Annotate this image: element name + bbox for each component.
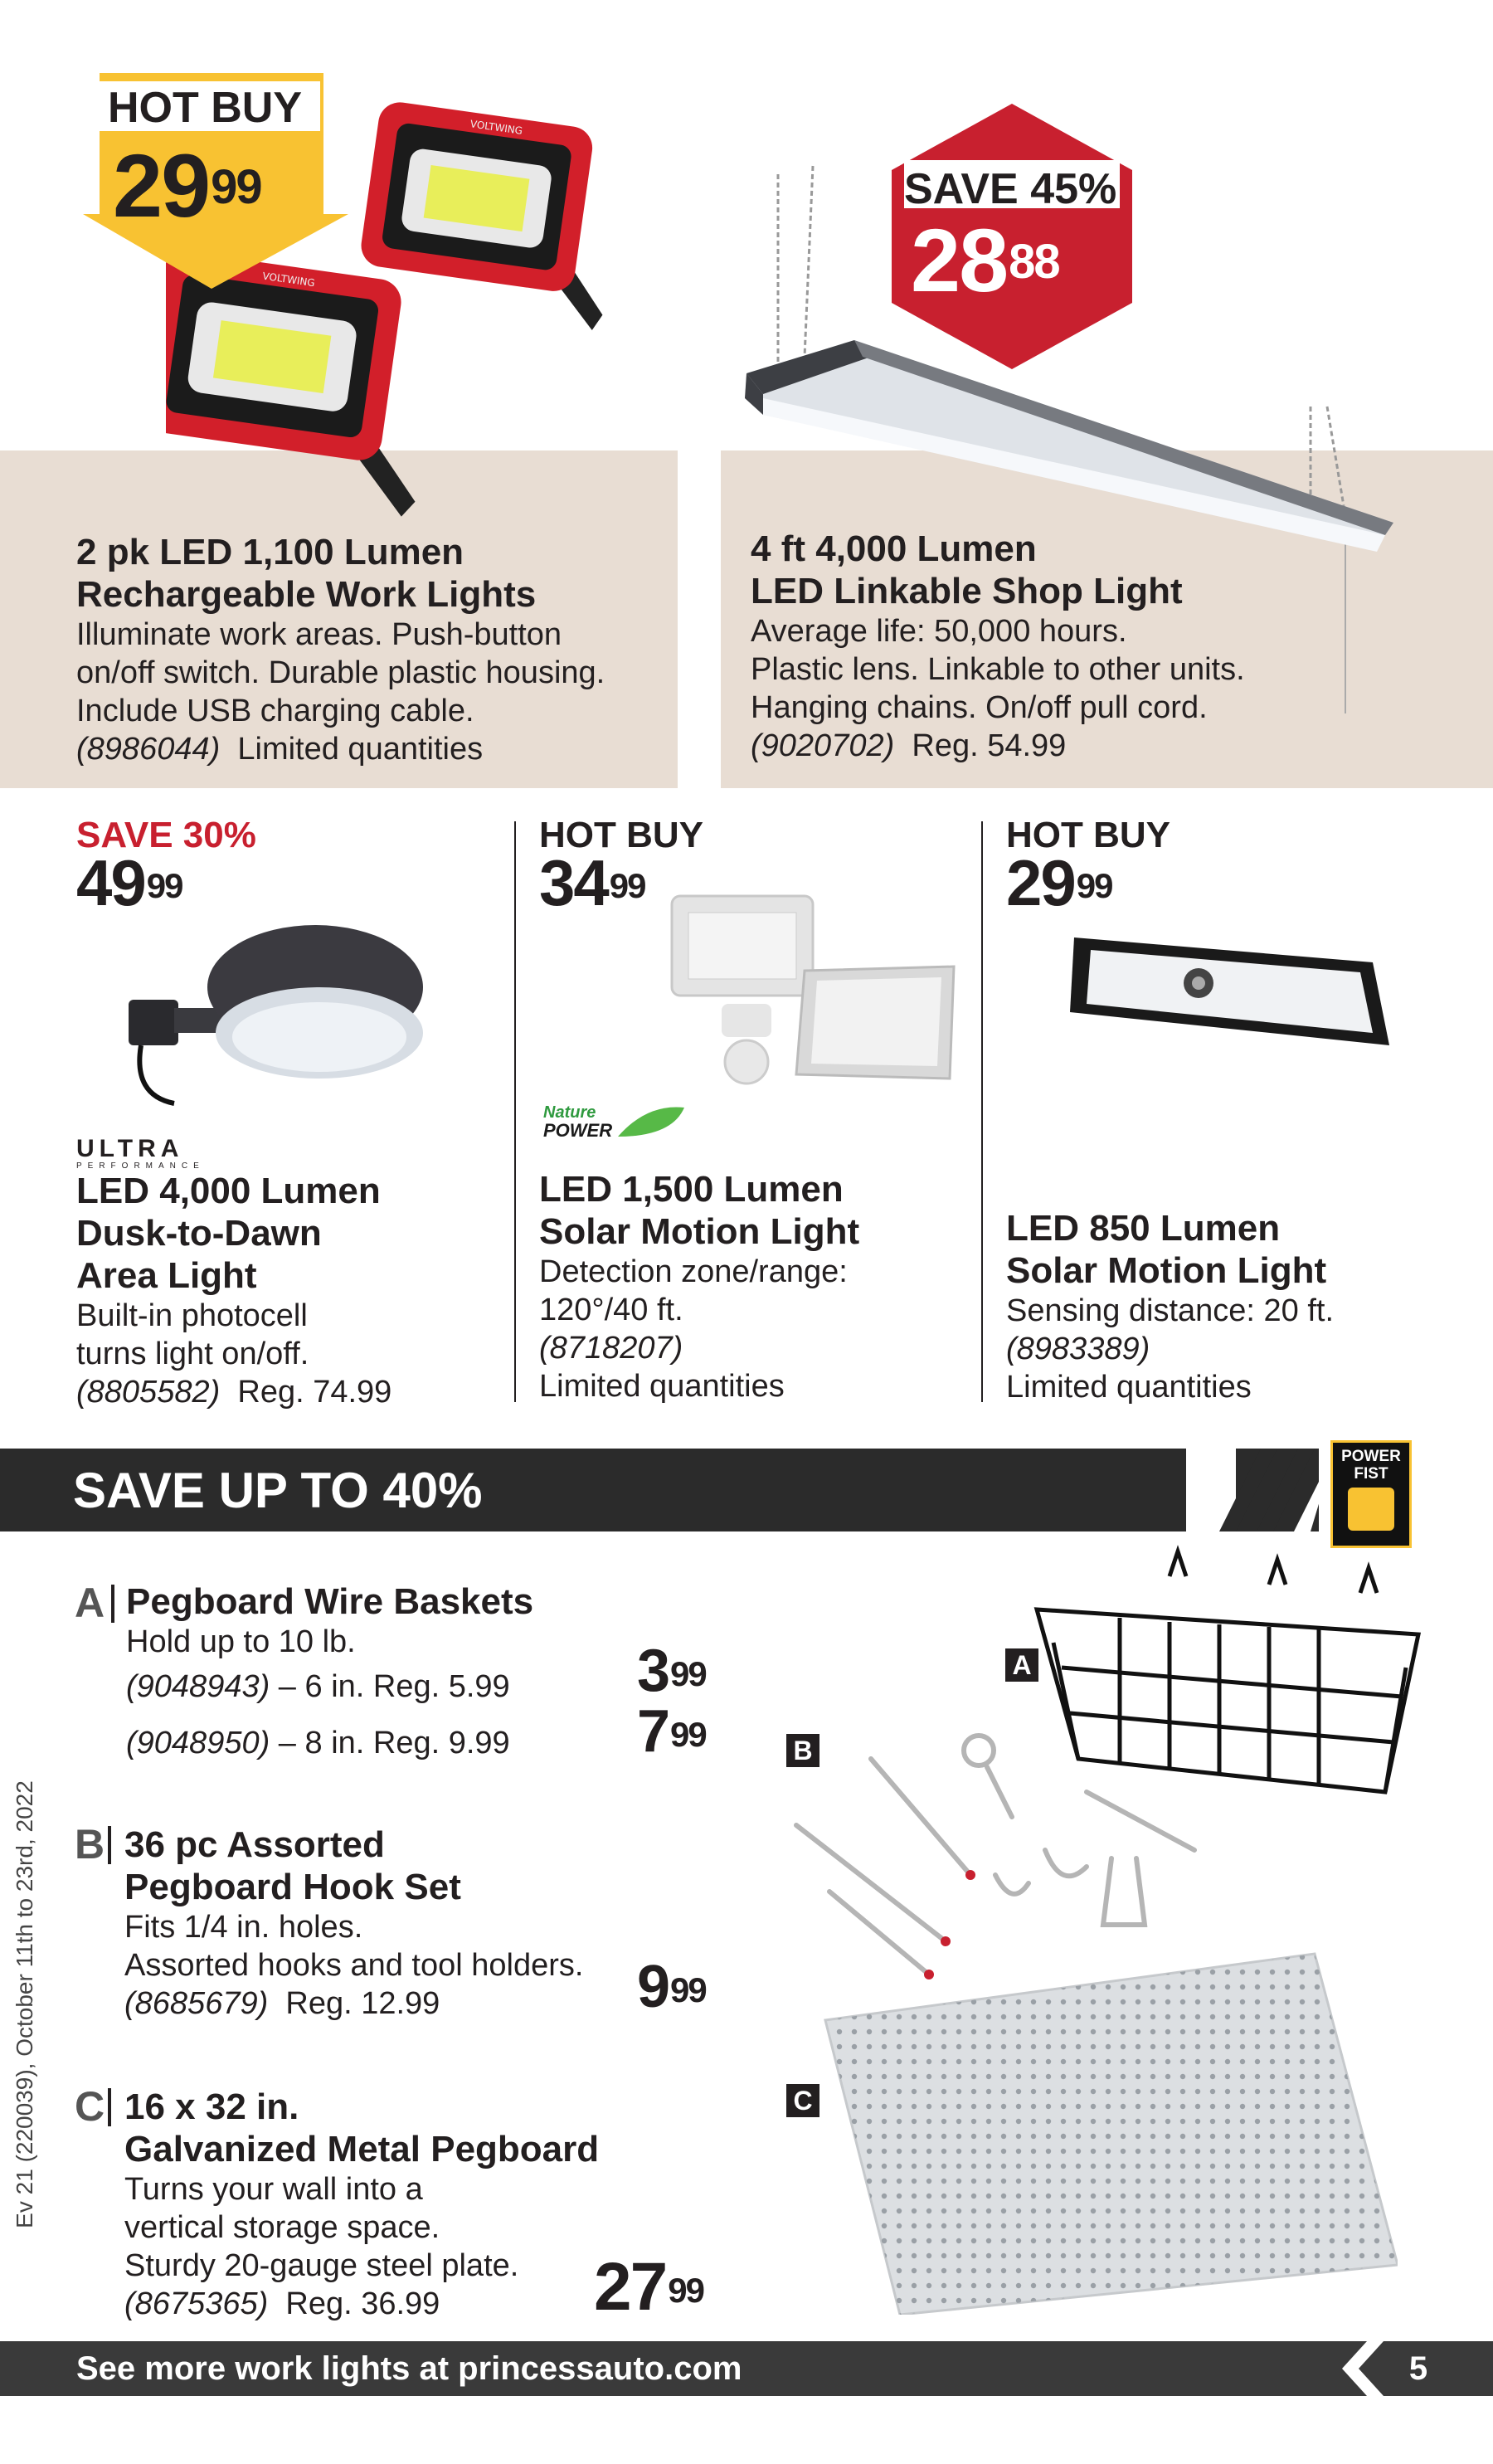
price: [76, 846, 182, 919]
price: [637, 1639, 706, 1703]
nature-power-logo-line2: POWER: [543, 1120, 613, 1141]
sku: (8718207): [539, 1331, 683, 1366]
label-b: B: [786, 1734, 819, 1767]
product-title: Area Light: [76, 1255, 257, 1296]
price-dollars: 9: [637, 1954, 669, 2020]
product-title: Pegboard Wire Baskets: [126, 1581, 534, 1622]
price: [637, 1699, 706, 1764]
item-letter: B: [75, 1821, 105, 1867]
banner-stripes: [1186, 1449, 1335, 1531]
price-dollars: 7: [637, 1698, 669, 1765]
work-lights-text: [76, 531, 665, 768]
price: [539, 846, 645, 919]
power-fist-logo-line2: FIST: [1354, 1465, 1388, 1483]
ultra-logo-subtext: PERFORMANCE: [76, 1161, 205, 1171]
product-description: Include USB charging cable.: [76, 694, 474, 728]
price-cents: 99: [670, 1715, 706, 1754]
event-note: Ev 21 (220039), October 11th to 23rd, 2022: [12, 1780, 37, 2228]
variant: – 6 in. Reg. 5.99: [270, 1669, 510, 1704]
product-title: Solar Motion Light: [1006, 1250, 1327, 1291]
sku: (8983389): [1006, 1332, 1150, 1366]
label-c: C: [786, 2084, 819, 2117]
note: Reg. 54.99: [912, 728, 1067, 763]
product-title: LED 1,500 Lumen: [539, 1169, 844, 1210]
item-letter: C: [75, 2083, 105, 2130]
product-description: turns light on/off.: [76, 1337, 309, 1371]
product-title: Rechargeable Work Lights: [76, 574, 537, 615]
product-description: Hanging chains. On/off pull cord.: [751, 690, 1208, 725]
product-title: 2 pk LED 1,100 Lumen: [76, 532, 464, 572]
note: Reg. 12.99: [285, 1986, 440, 2021]
pegboard-baskets-text: [126, 1580, 707, 1762]
leaf-icon: [614, 1099, 688, 1141]
pegboard-hooks-text: [124, 1824, 705, 2023]
variant: – 8 in. Reg. 9.99: [270, 1726, 510, 1760]
hot-buy-label: HOT BUY: [539, 815, 703, 855]
ultra-logo: [76, 1137, 205, 1171]
product-description: Sturdy 20-gauge steel plate.: [124, 2248, 519, 2283]
price-dollars: 49: [76, 846, 145, 919]
nature-power-logo: [543, 1103, 612, 1140]
save-percent-label: SAVE 30%: [76, 815, 256, 855]
nature-power-logo-line1: Nature: [543, 1103, 596, 1122]
fist-icon: [1348, 1488, 1394, 1531]
product-title: Solar Motion Light: [539, 1211, 860, 1252]
column-divider: [981, 821, 983, 1402]
note: Reg. 36.99: [285, 2286, 440, 2321]
product-title: 16 x 32 in.: [124, 2087, 299, 2127]
product-description: Detection zone/range:: [539, 1254, 848, 1289]
sku: (8675365): [124, 2286, 269, 2321]
product-description: 120°/40 ft.: [539, 1293, 683, 1327]
product-description: Plastic lens. Linkable to other units.: [751, 652, 1245, 687]
price-cents: 99: [670, 1654, 706, 1693]
label-a: A: [1005, 1648, 1038, 1682]
price: [1006, 846, 1112, 919]
save-percent-label: SAVE 45%: [904, 165, 1117, 213]
product-description: Built-in photocell: [76, 1298, 308, 1333]
power-fist-logo-line1: POWER: [1341, 1448, 1401, 1465]
page-number: 5: [1408, 2350, 1428, 2387]
price-cents: 99: [609, 866, 645, 905]
product-description: Illuminate work areas. Push-button: [76, 617, 562, 652]
note: Limited quantities: [539, 1369, 785, 1404]
letter-separator: [108, 1826, 111, 1864]
item-letter: A: [75, 1580, 105, 1626]
sku: (9020702): [751, 728, 895, 763]
price-cents: 99: [146, 866, 182, 905]
price-dollars: 3: [637, 1638, 669, 1704]
price: [911, 210, 1059, 310]
price: [637, 1955, 706, 2019]
product-description: Hold up to 10 lb.: [126, 1624, 356, 1659]
price-dollars: 29: [113, 135, 210, 236]
price-cents: 99: [1076, 866, 1112, 905]
product-description: Fits 1/4 in. holes.: [124, 1910, 363, 1945]
hot-buy-label: HOT BUY: [108, 84, 302, 132]
area-light-text: [76, 1170, 508, 1411]
price-cents: 99: [668, 2271, 703, 2310]
product-description: on/off switch. Durable plastic housing.: [76, 655, 605, 690]
note: Limited quantities: [237, 732, 484, 767]
solar-light-1500-text: [539, 1168, 970, 1405]
shop-light-text: [751, 528, 1456, 765]
solar-light-850-text: [1006, 1207, 1471, 1406]
letter-separator: [108, 2088, 111, 2126]
price-dollars: 27: [594, 2249, 667, 2325]
product-description: Assorted hooks and tool holders.: [124, 1948, 584, 1983]
chevron-left-icon: [1342, 2341, 1392, 2396]
column-divider: [514, 821, 516, 1402]
price: [113, 135, 261, 236]
power-fist-logo: [1330, 1440, 1412, 1548]
product-title: Galvanized Metal Pegboard: [124, 2129, 600, 2169]
product-description: Turns your wall into a: [124, 2172, 423, 2207]
price-cents: 88: [1009, 235, 1059, 289]
note: Limited quantities: [1006, 1370, 1252, 1405]
price: [594, 2249, 703, 2325]
product-description: Average life: 50,000 hours.: [751, 614, 1127, 649]
banner-label: SAVE UP TO 40%: [73, 1463, 483, 1518]
price-dollars: 34: [539, 846, 608, 919]
sku: (8986044): [76, 732, 221, 767]
sku: (9048950): [126, 1726, 270, 1760]
note: Reg. 74.99: [237, 1375, 392, 1410]
letter-separator: [111, 1585, 114, 1623]
product-title: LED 850 Lumen: [1006, 1208, 1281, 1249]
hot-buy-label: HOT BUY: [1006, 815, 1170, 855]
price-cents: 99: [211, 160, 261, 214]
sku: (8685679): [124, 1986, 269, 2021]
footer-website-link[interactable]: See more work lights at princessauto.com: [76, 2350, 742, 2387]
product-title: 4 ft 4,000 Lumen: [751, 528, 1037, 569]
product-title: Pegboard Hook Set: [124, 1867, 461, 1907]
product-title: LED 4,000 Lumen: [76, 1171, 381, 1211]
sku: (8805582): [76, 1375, 221, 1410]
price-cents: 99: [670, 1970, 706, 2009]
ultra-logo-text: ULTRA: [76, 1135, 184, 1162]
product-description: Sensing distance: 20 ft.: [1006, 1293, 1335, 1328]
product-title: 36 pc Assorted: [124, 1824, 385, 1865]
solar-light-image: [664, 888, 962, 1120]
price-dollars: 28: [911, 210, 1008, 310]
price-dollars: 29: [1006, 846, 1075, 919]
product-description: vertical storage space.: [124, 2210, 440, 2245]
brand-text: VOLTWING: [261, 270, 316, 290]
area-light-image: [124, 921, 456, 1112]
sku: (9048943): [126, 1669, 270, 1704]
product-title: LED Linkable Shop Light: [751, 571, 1183, 611]
product-title: Dusk-to-Dawn: [76, 1213, 322, 1254]
metal-pegboard-image: [817, 1950, 1398, 2315]
brand-text: VOLTWING: [469, 118, 523, 137]
solar-light-850-image: [1058, 921, 1389, 1079]
